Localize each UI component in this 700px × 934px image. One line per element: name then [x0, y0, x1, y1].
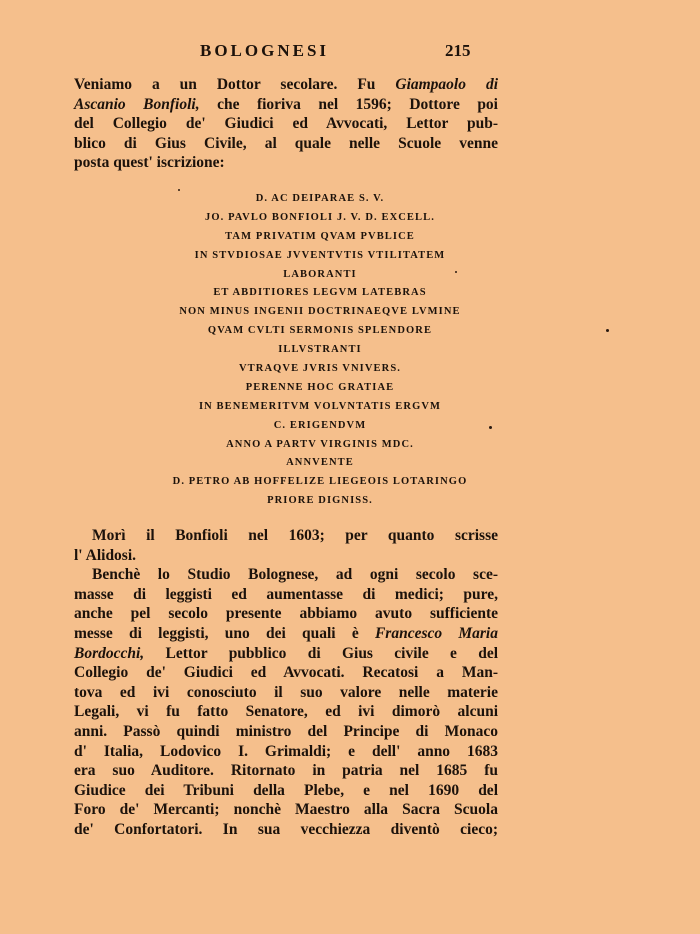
text-line: posta quest' iscrizione: [74, 154, 225, 172]
inscription-line: ET ABDITIORES LEGVM LATEBRAS [213, 287, 427, 299]
inscription-line: ILLVSTRANTI [278, 344, 362, 356]
ink-speck [489, 426, 492, 429]
text-line: Foro de' Mercanti; nonchè Maestro alla Sacra Scuola [74, 801, 498, 819]
text-line: tova ed ivi conosciuto il suo valore nelle materie [74, 683, 498, 701]
ink-speck [606, 329, 609, 332]
inscription-line: JO. PAVLO BONFIOLI J. V. D. EXCELL. [205, 211, 435, 223]
inscription-line: IN BENEMERITVM VOLVNTATIS ERGVM [198, 400, 442, 412]
text-line: Ascanio Bonfioli, che fioriva nel 1596; Dottore poi [74, 95, 498, 113]
inscription-line: LABORANTI [283, 268, 357, 280]
inscription-line: ANNVENTE [286, 457, 354, 469]
body-paragraph [74, 526, 498, 840]
latin-inscription [90, 190, 550, 511]
text-line: Collegio de' Giudici ed Avvocati. Recatosi a Man- [74, 664, 498, 682]
ink-speck [455, 271, 457, 273]
text-line: blico di Gius Civile, al quale nelle Scuole venne [74, 134, 498, 152]
inscription-line: ANNO A PARTV VIRGINIS MDC. [226, 438, 414, 450]
text-line: l' Alidosi. [74, 546, 137, 564]
text-line: d' Italia, Lodovico I. Grimaldi; e dell' anno 1683 [74, 742, 498, 760]
running-title: BOLOGNESI [200, 41, 330, 60]
inscription-line: IN STVDIOSAE JVVENTVTIS VTILITATEM [194, 249, 446, 261]
inscription-line: TAM PRIVATIM QVAM PVBLICE [225, 230, 415, 242]
inscription-line: VTRAQVE JVRIS VNIVERS. [239, 363, 401, 375]
inscription-line: D. PETRO AB HOFFELIZE LIEGEOIS LOTARINGO [172, 476, 468, 488]
text-line: anni. Passò quindi ministro del Principe di Monaco [74, 722, 498, 740]
text-line: Bordocchi, Lettor pubblico di Gius civile e del [74, 644, 498, 662]
text-line: messe di leggisti, uno dei quali è Francesco Maria [74, 624, 498, 642]
text-line: del Collegio de' Giudici ed Avvocati, Lettor pub- [74, 115, 498, 133]
text-line: Veniamo a un Dottor secolare. Fu Giampaolo di [74, 76, 498, 93]
inscription-line: NON MINUS INGENII DOCTRINAEQVE LVMINE [179, 306, 461, 318]
text-line: masse di leggisti ed aumentasse di medici; pure, [74, 585, 498, 603]
page-number: 215 [445, 41, 471, 60]
inscription-line: PRIORE DIGNISS. [267, 495, 373, 507]
text-line: Giudice dei Tribuni della Plebe, e nel 1690 del [74, 781, 498, 799]
text-line: de' Confortatori. In sua vecchiezza diventò cieco; [74, 820, 498, 838]
text-line: anche pel secolo presente abbiamo avuto sufficiente [74, 605, 498, 623]
ink-speck [178, 189, 180, 191]
text-line: era suo Auditore. Ritornato in patria nel 1685 fu [74, 762, 498, 780]
inscription-line: PERENNE HOC GRATIAE [245, 381, 395, 393]
intro-paragraph [74, 75, 498, 173]
inscription-line: QVAM CVLTI SERMONIS SPLENDORE [207, 325, 433, 337]
inscription-line: D. AC DEIPARAE S. V. [255, 193, 385, 204]
inscription-line: C. ERIGENDVM [273, 419, 367, 431]
text-line: Legali, vi fu fatto Senatore, ed ivi dimorò alcuni [74, 703, 498, 721]
text-line: Benchè lo Studio Bolognese, ad ogni secolo sce- [92, 566, 498, 584]
text-line: Morì il Bonfioli nel 1603; per quanto scrisse [92, 527, 498, 544]
